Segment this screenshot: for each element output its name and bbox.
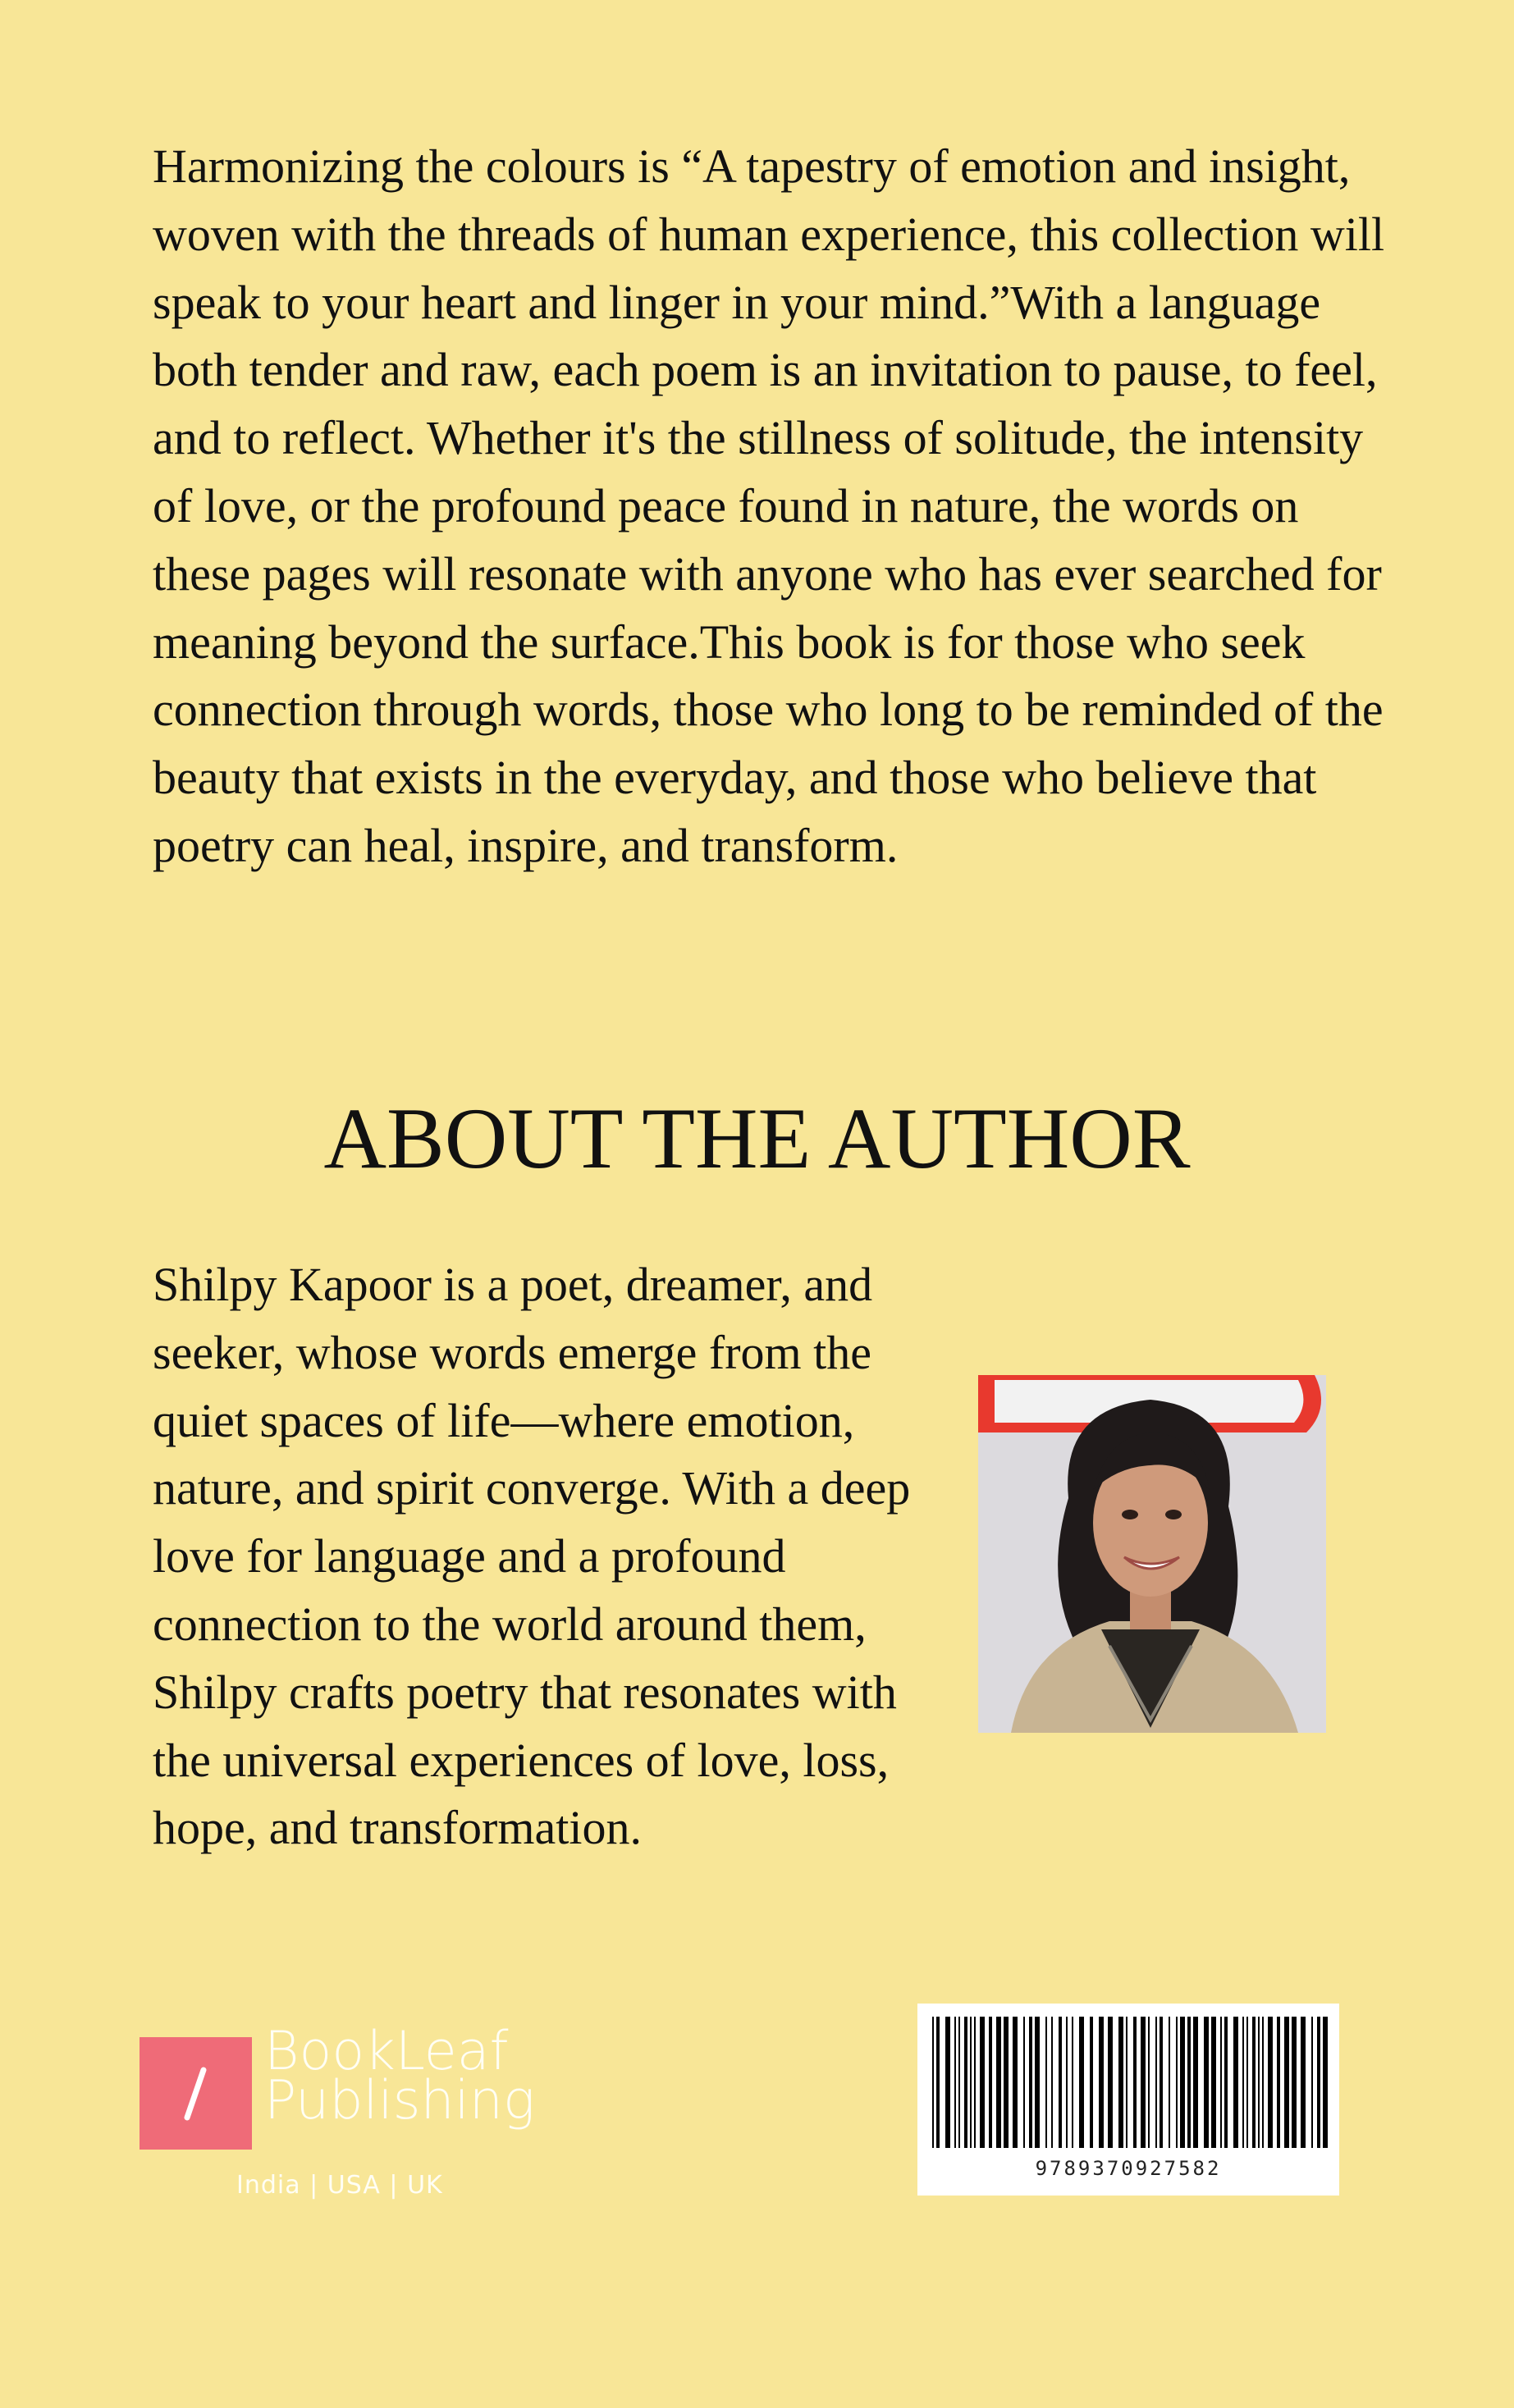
author-portrait-illustration — [978, 1375, 1326, 1733]
publisher-name-line2: Publishing — [264, 2070, 535, 2132]
back-cover-blurb: Harmonizing the colours is “A tapestry of emotion and insight, woven with the threads of human experience, this collection will speak to your heart and linger in your mind.”With a language both tender and raw, each poem is an invitation to pause, to feel, and to reflect. Whether it's the stillness of solitude, the intensity of love, or the profound peace found in nature, the words on these pages will resonate with anyone who has ever searched for meaning beyond the surface.This book is for those who seek connection through words, those who long to be reminded of the beauty that exists in the everyday, and those who believe that poetry can heal, inspire, and transform. — [153, 139, 1385, 872]
publisher-name — [264, 2021, 535, 2132]
isbn-number: 9789370927582 — [1035, 2157, 1222, 2180]
barcode-icon — [917, 2004, 1339, 2151]
publisher-name-line1: BookLeaf — [264, 2021, 509, 2082]
author-photo — [978, 1375, 1326, 1733]
author-bio: Shilpy Kapoor is a poet, dreamer, and seeker, whose words emerge from the quiet spaces of life—where emotion, nature, and spirit converge. With a deep love for language and a profound connection to the world around them, Shilpy crafts poetry that resonates with the universal experiences of love, loss, hope, and transformation. — [153, 1258, 911, 1855]
publisher-regions: India | USA | UK — [236, 2171, 443, 2200]
slash-icon — [140, 2037, 252, 2150]
isbn-barcode — [917, 2004, 1339, 2196]
publisher-logo-mark — [140, 2037, 252, 2150]
about-author-heading: ABOUT THE AUTHOR — [323, 1090, 1191, 1186]
